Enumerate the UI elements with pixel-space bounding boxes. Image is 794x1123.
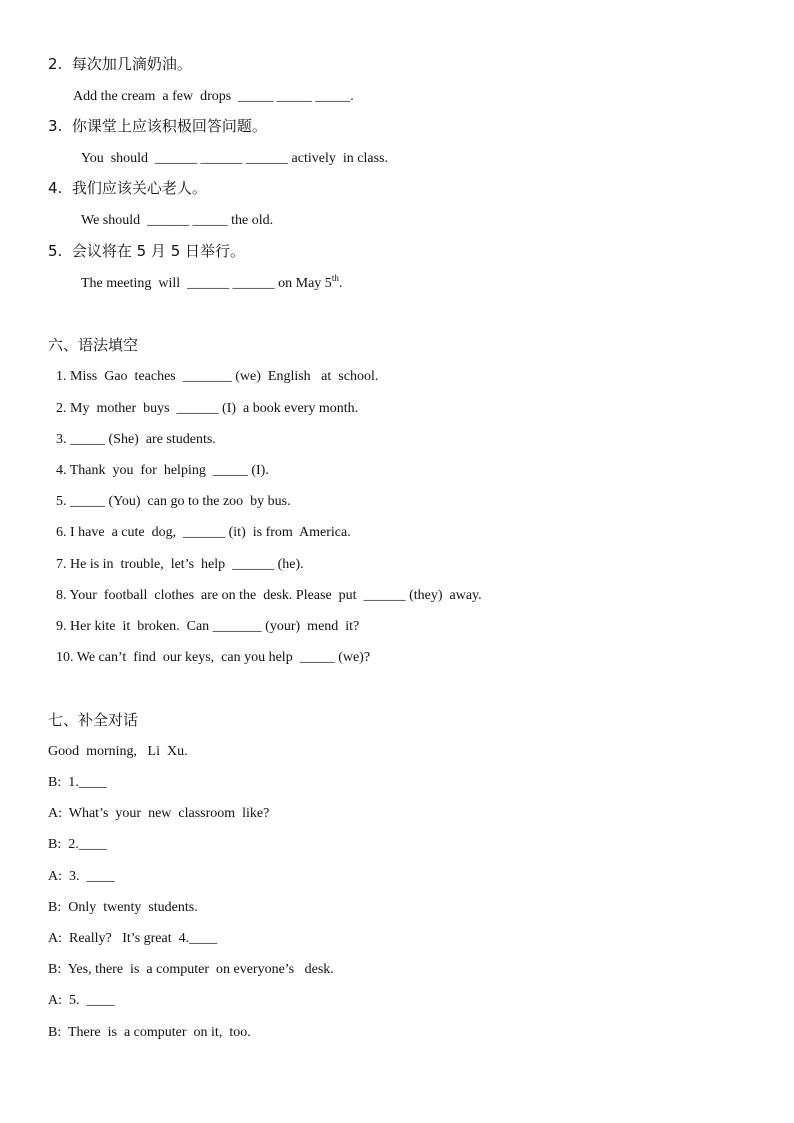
grammar-item: 4. Thank you for helping _____ (I). xyxy=(56,463,269,478)
dialogue-line: B: Yes, there is a computer on everyone’s desk. xyxy=(48,962,334,977)
dialogue-line: Good morning, Li Xu. xyxy=(48,744,188,759)
translation-item-3-chinese: 3. 你课堂上应该积极回答问题。 xyxy=(48,117,267,135)
grammar-item: 2. My mother buys ______ (I) a book every month. xyxy=(56,401,359,416)
dialogue-line: A: Really? It’s great 4.____ xyxy=(48,931,218,946)
translation-item-4-chinese: 4. 我们应该关心老人。 xyxy=(48,179,207,197)
ordinal-suffix: th xyxy=(331,273,339,283)
grammar-item: 8. Your football clothes are on the desk. Please put ______ (they) away. xyxy=(56,588,482,603)
dialogue-line: A: 3. ____ xyxy=(48,869,115,884)
dialogue-line: B: There is a computer on it, too. xyxy=(48,1025,251,1040)
translation-item-3-english: You should ______ ______ ______ actively in class. xyxy=(81,151,388,166)
dialogue-line: A: 5. ____ xyxy=(48,993,115,1008)
grammar-item: 3. _____ (She) are students. xyxy=(56,432,216,447)
dialogue-line: B: Only twenty students. xyxy=(48,900,198,915)
grammar-item: 1. Miss Gao teaches _______ (we) English at school. xyxy=(56,369,379,384)
dialogue-line: B: 2.____ xyxy=(48,837,107,852)
grammar-item: 7. He is in trouble, let’s help ______ (he). xyxy=(56,557,304,572)
translation-item-5-english xyxy=(81,275,342,293)
grammar-item: 10. We can’t find our keys, can you help _____ (we)? xyxy=(56,650,371,665)
translation-item-4-english: We should ______ _____ the old. xyxy=(81,213,274,228)
grammar-item: 5. _____ (You) can go to the zoo by bus. xyxy=(56,494,291,509)
grammar-section-title: 六、语法填空 xyxy=(48,336,139,354)
dialogue-line: A: What’s your new classroom like? xyxy=(48,806,270,821)
translation-item-5-chinese: 5. 会议将在 5 月 5 日举行。 xyxy=(48,242,246,260)
grammar-item: 6. I have a cute dog, ______ (it) is from America. xyxy=(56,525,351,540)
translation-item-5-text: The meeting will ______ ______ on May 5 xyxy=(81,276,332,291)
dialogue-line: B: 1.____ xyxy=(48,775,107,790)
translation-item-2-chinese: 2. 每次加几滴奶油。 xyxy=(48,55,192,73)
grammar-item: 9. Her kite it broken. Can _______ (your) mend it? xyxy=(56,619,360,634)
translation-item-5-period: . xyxy=(338,276,343,291)
dialogue-section-title: 七、补全对话 xyxy=(48,711,139,729)
translation-item-2-english: Add the cream a few drops _____ _____ _____. xyxy=(73,89,354,104)
